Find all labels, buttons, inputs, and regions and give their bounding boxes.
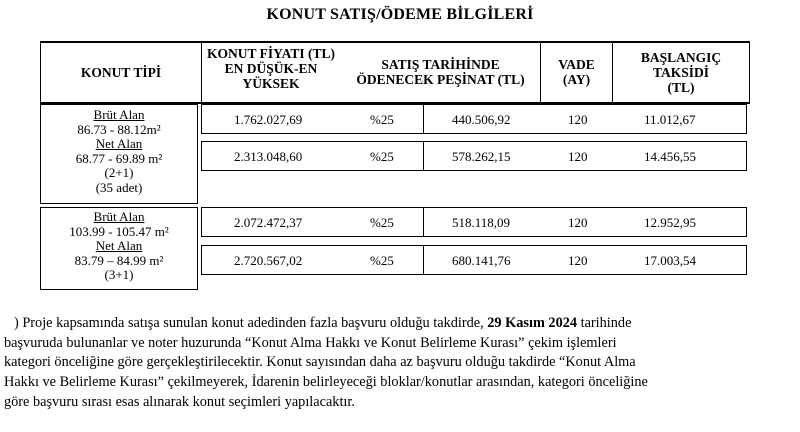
net-area-value: 83.79 – 84.99 m² xyxy=(74,252,164,268)
rate-cell: %25 xyxy=(370,112,394,127)
footnote-line: Hakkı ve Belirleme Kurası” çekilmeyerek, İdarenin belirleyeceği bloklar/konutlar arasından, kategori önceliğine xyxy=(4,374,648,391)
footnote-paragraph xyxy=(4,314,800,412)
footnote-line: kategori önceliğine göre gerçekleştirilecektir. Konut sayısından daha az başvuru olduğu takdirde “Konut Alma xyxy=(4,354,636,371)
price-cell: 2.720.567,02 xyxy=(234,253,303,268)
installment-cell: 17.003,54 xyxy=(644,253,696,268)
price-cell: 1.762.027,69 xyxy=(234,112,303,127)
installment-cell: 11.012,67 xyxy=(644,112,696,127)
down-payment-cell: 518.118,09 xyxy=(452,215,511,230)
rate-cell: %25 xyxy=(370,215,394,230)
net-area-value: 68.77 - 69.89 m² xyxy=(75,150,163,166)
footnote-line: göre başvuru sırası esas alınarak konut seçimleri yapılacaktır. xyxy=(4,393,355,410)
header-pesinat: SATIŞ TARİHİNDE ÖDENECEK PEŞİNAT (TL) xyxy=(356,57,525,87)
gross-area-label: Brüt Alan xyxy=(93,209,145,224)
room-type: (3+1) xyxy=(104,267,134,283)
term-cell: 120 xyxy=(568,253,588,268)
down-payment-cell: 578.262,15 xyxy=(452,149,511,164)
group-cell-3plus1 xyxy=(40,207,198,290)
table-row xyxy=(201,207,747,237)
page-title: KONUT SATIŞ/ÖDEME BİLGİLERİ xyxy=(266,6,534,23)
term-cell: 120 xyxy=(568,149,588,164)
group-cell-2plus1 xyxy=(40,104,198,204)
net-area-label: Net Alan xyxy=(95,238,143,254)
installment-cell: 14.456,55 xyxy=(644,149,696,164)
rate-cell: %25 xyxy=(370,149,394,164)
installment-cell: 12.952,95 xyxy=(644,215,696,230)
term-cell: 120 xyxy=(568,215,588,230)
net-area-label: Net Alan xyxy=(95,136,143,152)
header-konut-tipi: KONUT TİPİ xyxy=(80,64,162,80)
header-baslangic-taksidi: BAŞLANGIÇ TAKSİDİ (TL) xyxy=(640,49,722,95)
footnote-line: başvuruda bulunanlar ve noter huzurunda “Konut Alma Hakkı ve Konut Belirleme Kurası” çekim işlemleri xyxy=(4,334,617,351)
gross-area-value: 86.73 - 88.12m² xyxy=(77,121,161,137)
footnote-line: ) Proje kapsamında satışa sunulan konut adedinden fazla başvuru olduğu takdirde, 29 Kasım 2024 tarihinde xyxy=(14,315,632,331)
header-vade: VADE (AY) xyxy=(558,57,595,87)
gross-area-value: 103.99 - 105.47 m² xyxy=(69,223,169,239)
gross-area-label: Brüt Alan xyxy=(93,107,145,122)
term-cell: 120 xyxy=(568,112,588,127)
table-row xyxy=(201,104,747,134)
highlight-date: 29 Kasım 2024 xyxy=(487,315,578,331)
down-payment-cell: 440.506,92 xyxy=(452,112,511,127)
down-payment-cell: 680.141,76 xyxy=(452,253,511,268)
rate-cell: %25 xyxy=(370,253,394,268)
header-konut-fiyati: KONUT FİYATI (TL) EN DÜŞÜK-EN YÜKSEK xyxy=(206,45,336,91)
table-row xyxy=(201,141,747,171)
header-divider xyxy=(749,41,750,104)
unit-count: (35 adet) xyxy=(95,179,143,195)
room-type: (2+1) xyxy=(104,165,134,181)
price-cell: 2.313.048,60 xyxy=(234,149,303,164)
price-cell: 2.072.472,37 xyxy=(234,215,303,230)
table-row xyxy=(201,245,747,275)
